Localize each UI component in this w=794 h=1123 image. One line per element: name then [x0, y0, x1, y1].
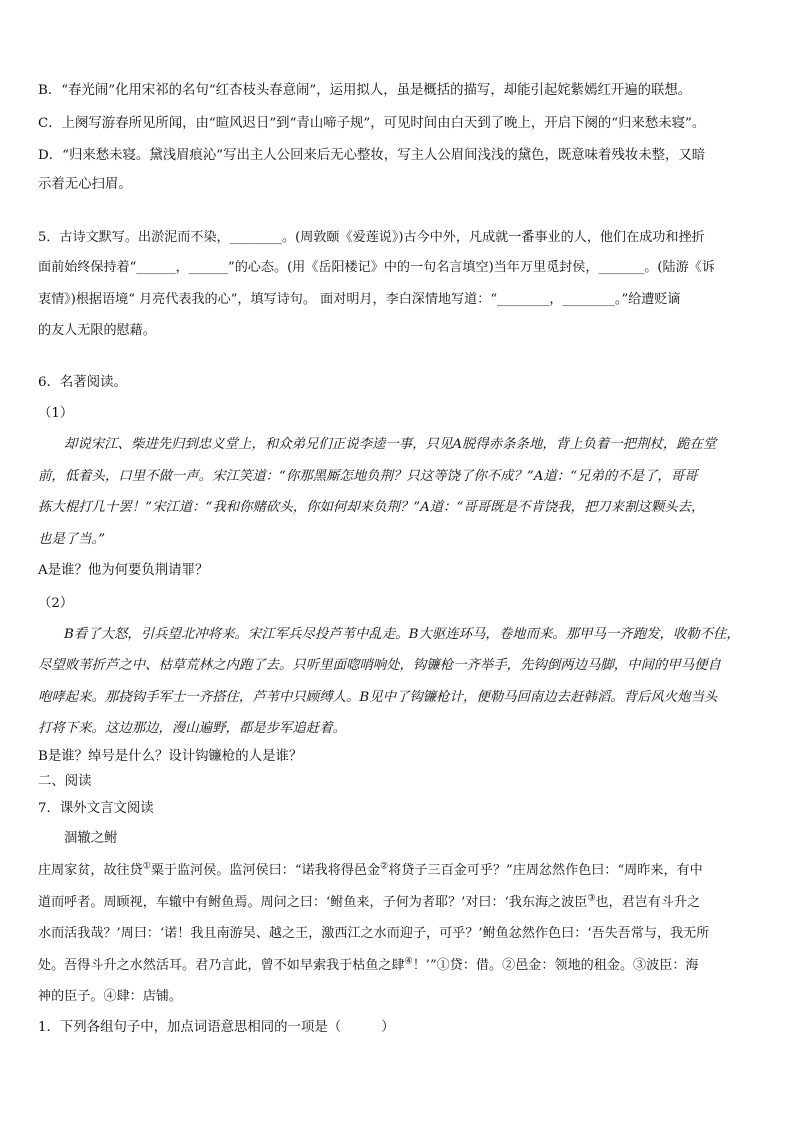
- q5-line2: 面前始终保持着“______，______”的心态。(用《岳阳楼记》中的一句名言填空)当年万里觅封侯，_______。(陆游《诉: [38, 260, 715, 275]
- option-b: B．“春光闹”化用宋祁的名句“红杏枝头春意闹”，运用拟人，虽是概括的描写，却能引起姹紫嫣红开遍的联想。: [38, 83, 692, 98]
- q6-passage2-line2: 尽望败苇折芦之中、枯草荒林之内跑了去。只听里面唿哨响处，钩镰枪一齐举手，先钩倒两边马脚，中间的甲马便自: [38, 658, 721, 673]
- subquestion-1: 1．下列各组句子中，加点词语意思相同的一项是（ ）: [38, 1020, 395, 1035]
- q6-title: 6．名著阅读。: [38, 375, 127, 390]
- passage-title: 涸辙之鲋: [64, 831, 118, 846]
- q6-part1-number: （1）: [38, 406, 74, 421]
- q6-passage1-line3: 拣大棍打几十罢！”宋江道：“我和你赌砍头，你如何却来负荆？”A道：“哥哥既是不肯饶我，把刀来割这颗头去，: [38, 500, 705, 515]
- q7-line1: 庄周家贫，故往贷①粟于监河侯。监河侯曰：“诺我将得邑金②将贷子三百金可乎？”庄周忿然作色曰：“周昨来，有中: [38, 861, 703, 878]
- q7-line5: 神的臣子。④肆：店铺。: [38, 989, 183, 1004]
- q6-passage1-line1: 却说宋江、柴进先归到忠义堂上，和众弟兄们正说李逵一事，只见A脱得赤条条地，背上负着一把荆杖，跪在堂: [64, 437, 717, 452]
- q6-question2: B是谁？绰号是什么？设计钩镰枪的人是谁？: [38, 749, 303, 764]
- q6-passage1-line4: 也是了当。”: [38, 532, 106, 547]
- q7-line2: 道而呼者。周顾视，车辙中有鲋鱼焉。周问之曰：‘鲋鱼来，子何为者耶？’对曰：‘我东海之波臣③也，君岂有斗升之: [38, 893, 701, 910]
- q6-question1: A是谁？他为何要负荆请罪？: [38, 563, 209, 578]
- q7-line4: 处。吾得斗升之水然活耳。君乃言此，曾不如早索我于枯鱼之肆④！’”①贷：借。②邑金：领地的租金。③波臣：海: [38, 956, 699, 973]
- q7-title: 7．课外文言文阅读: [38, 801, 154, 816]
- option-d-line1: D．“归来愁未寝。黛浅眉痕沁”写出主人公回来后无心整妆，写主人公眉间浅浅的黛色，既意味着残妆未整，又暗: [38, 148, 706, 163]
- option-d-line2: 示着无心扫眉。: [38, 177, 132, 192]
- q6-part2-number: （2）: [38, 596, 74, 611]
- q5-line4: 的友人无限的慰藉。: [38, 323, 156, 338]
- q6-passage2-line4: 打将下来。这边那边，漫山遍野，都是步军追赶着。: [38, 721, 346, 736]
- option-c: C．上阕写游春所见所闻，由“暄风迟日”到“青山啼子规”，可见时间由白天到了晚上，开启下阕的“归来愁未寝”。: [38, 116, 706, 131]
- q6-passage1-line2: 前，低着头，口里不做一声。宋江笑道：“你那黑厮怎地负荆？只这等饶了你不成？”A道：“兄弟的不是了，哥哥: [38, 469, 698, 484]
- q6-passage2-line1: B看了大怒，引兵望北冲将来。宋江军兵尽投芦苇中乱走。B大驱连环马，卷地而来。那甲马一齐跑发，收勒不住，: [64, 627, 740, 642]
- section-heading: 二、阅读: [38, 774, 92, 789]
- q7-line3: 水而活我哉？’周曰：‘诺！我且南游吴、越之王，激西江之水而迎子，可乎？’鲋鱼忿然作色曰：‘吾失吾常与，我无所: [38, 926, 710, 941]
- q6-passage2-line3: 咆哮起来。那挠钩手军士一齐搭住，芦苇中只顾缚人。B见中了钩镰枪计，便勒马回南边去赶韩滔。背后风火炮当头: [38, 690, 718, 705]
- q5-line3: 衷情》)根据语境“ 月亮代表我的心”，填写诗句。 面对明月，李白深情地写道：“________，________。”给遭贬谪: [38, 292, 681, 307]
- q5-line1: 5．古诗文默写。出淤泥而不染，________。(周敦颐《爱莲说》)古今中外，凡成就一番事业的人，他们在成功和挫折: [38, 230, 705, 245]
